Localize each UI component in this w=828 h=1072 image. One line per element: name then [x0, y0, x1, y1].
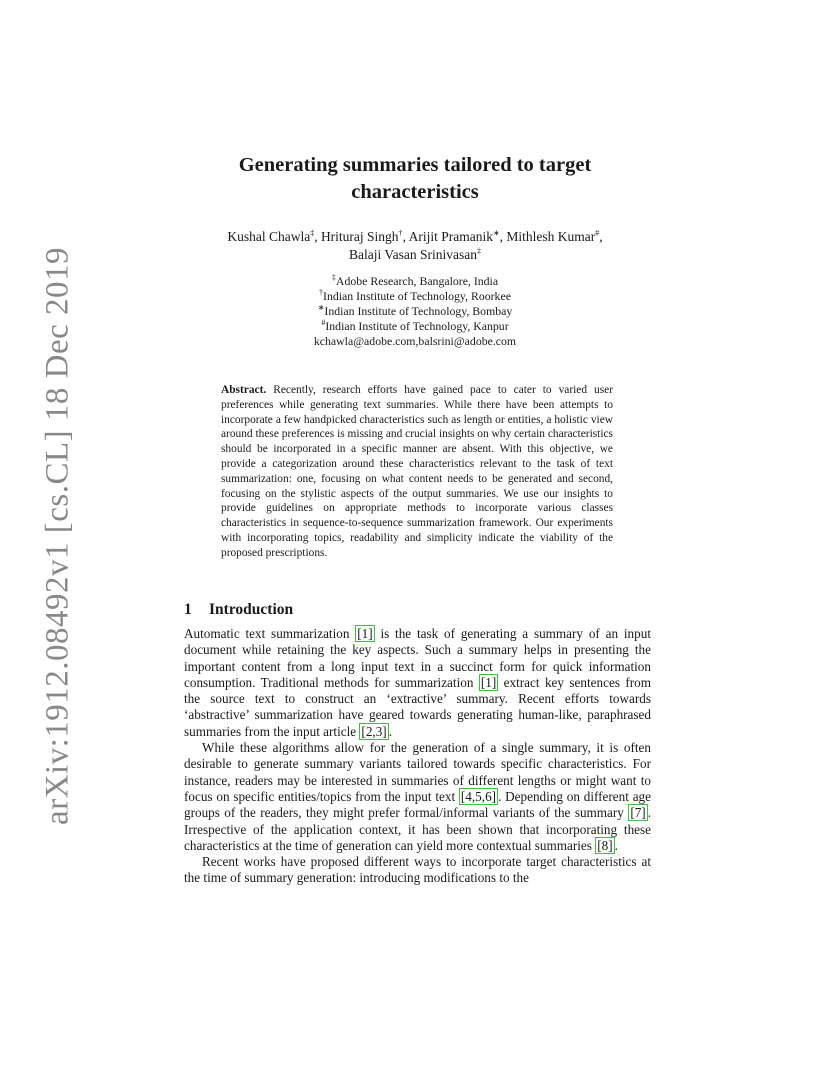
affiliation — [160, 289, 670, 304]
author-name: Arijit Pramanik — [408, 229, 493, 244]
citation-link[interactable]: [8] — [597, 837, 613, 853]
paragraph-text: Automatic text summarization — [184, 626, 356, 641]
citation-link[interactable]: [1] — [480, 674, 497, 690]
affiliation — [160, 319, 670, 334]
section-title: Introduction — [209, 601, 294, 618]
citation-link[interactable]: [4,5,6] — [460, 788, 497, 804]
citation-link[interactable]: [2,3] — [361, 723, 387, 739]
abstract — [221, 383, 613, 561]
affiliation-mark: # — [321, 318, 326, 328]
affiliations — [160, 274, 670, 349]
paragraph-text: . Depending on different age groups of the readers, they might prefer formal/informal variants of the summary — [184, 788, 651, 821]
affiliation-text: Indian Institute of Technology, Bombay — [324, 304, 513, 318]
paragraph-text: extract key sentences from the source text to construct an ‘extractive’ summary. Recent efforts towards ‘abstractive’ summarization have geared towards generating human-like, paraphrased summaries from the input article — [184, 674, 652, 739]
affiliation — [160, 304, 670, 319]
affiliation-mark: † — [398, 228, 403, 238]
citation-link[interactable]: [7] — [630, 805, 646, 821]
author-name: Balaji Vasan Srinivasan — [349, 247, 477, 262]
affiliation-mark: ‡ — [331, 273, 336, 283]
paragraph — [184, 626, 651, 740]
paragraph-text: . — [614, 837, 618, 853]
paragraph-text: While these algorithms allow for the generation of a single summary, it is often desirable to generate summary variants tailored towards specific characteristics. For instance, readers may be interested in summaries of different lengths or might want to focus on specific entities/topics from the input text — [184, 740, 651, 804]
author-list — [160, 228, 670, 264]
affiliation-text: Adobe Research, Bangalore, India — [335, 274, 499, 288]
paragraph — [184, 740, 651, 854]
affiliation-mark: ‡ — [476, 246, 481, 256]
affiliation-mark: † — [319, 288, 324, 298]
paragraph-text: . — [388, 723, 392, 739]
title-line-1: Generating summaries tailored to target — [238, 154, 592, 176]
citation-link[interactable]: [1] — [357, 626, 373, 641]
abstract-label: Abstract. — [221, 384, 267, 396]
paragraph — [184, 854, 651, 887]
author-line-1: Kushal Chawla‡, Hrituraj Singh†, Arijit Pramanik∗, Mithlesh Kumar#, — [227, 228, 603, 244]
abstract-text: Recently, research efforts have gained pace to cater to varied user preferences while generating text summaries. While there have been attempts to incorporate a few handpicked characteristics such as length or entities, a holistic view around these preferences is missing and crucial insights on why certain characteristics should be incorporated in a specific manner are absent. With this objective, we provide a categorization around these characteristics relevant to the task of text summarization: one, focusing on what content needs to be generated and second, focusing on the stylistic aspects of the output summaries. We use our insights to provide guidelines on appropriate methods to incorporate various classes characteristics in sequence-to-sequence summarization framework. Our experiments with incorporating topics, readability and simplicity indicate the viability of the proposed prescriptions. — [221, 384, 613, 559]
affiliation-text: Indian Institute of Technology, Roorkee — [323, 289, 511, 303]
title-line-2: characteristics — [351, 181, 479, 203]
affiliation-mark: ∗ — [317, 303, 325, 313]
section-body — [184, 626, 651, 887]
affiliation-mark: # — [595, 228, 600, 238]
affiliation-mark: ∗ — [492, 228, 500, 238]
author-emails: kchawla@adobe.com,balsrini@adobe.com — [313, 334, 517, 348]
affiliation — [160, 274, 670, 289]
affiliation-text: Indian Institute of Technology, Kanpur — [325, 319, 509, 333]
paper-title — [160, 152, 670, 206]
section-number: 1 — [184, 601, 192, 618]
paragraph-text: is the task of generating a summary of an input document while retaining the key aspects. Such a summary helps in presenting the important content from a long input text in a succinct form for quick information consumption. Traditional methods for summarization — [184, 626, 651, 690]
author-line-2 — [160, 246, 670, 264]
author-name: Kushal Chawla — [227, 229, 311, 244]
author-name: Mithlesh Kumar — [506, 229, 596, 244]
affiliation-mark: ‡ — [310, 228, 315, 238]
paragraph-text: . Irrespective of the application context, it has been shown that incorporating these characteristics at the time of generation can yield more contextual summaries — [184, 805, 651, 853]
arxiv-side-stamp: arXiv:1912.08492v1 [cs.CL] 18 Dec 2019 — [39, 246, 76, 826]
author-name: Hrituraj Singh — [320, 229, 399, 244]
section-heading — [184, 601, 293, 619]
paragraph-text: Recent works have proposed different ways to incorporate target characteristics at the time of summary generation: introducing modifications to the — [184, 854, 651, 886]
